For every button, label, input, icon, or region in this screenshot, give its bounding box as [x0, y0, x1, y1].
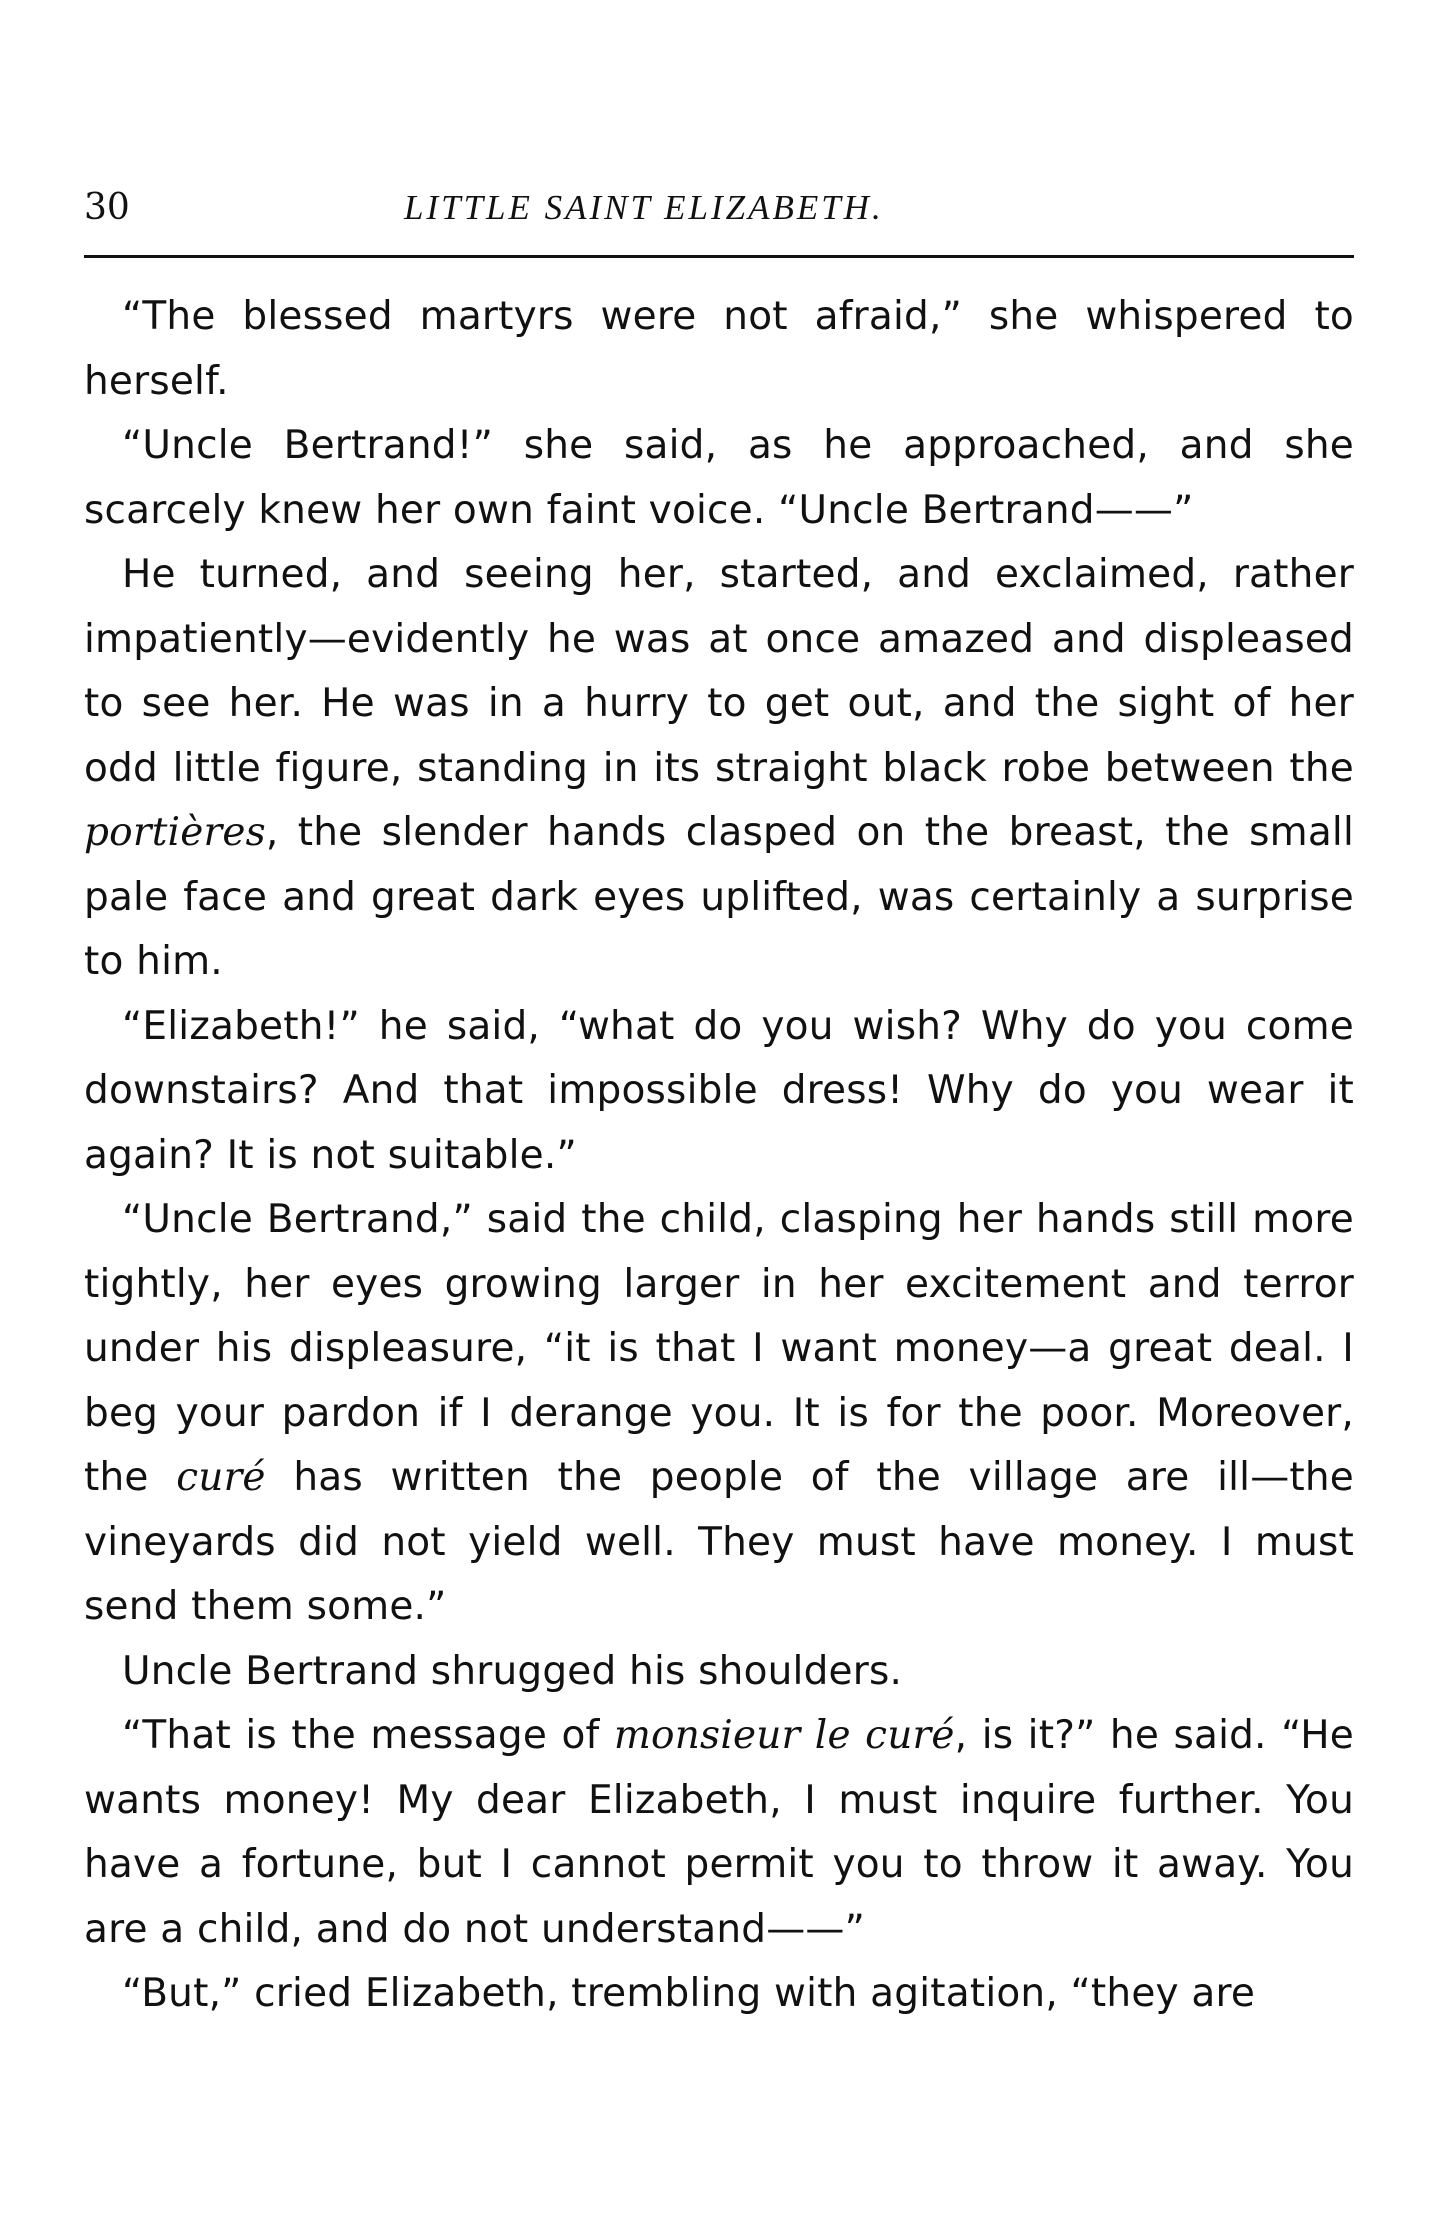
book-page: [84, 0, 1354, 2229]
paragraph-3-part-b: , the slender hands clasped on the breast, the small pale face and great dark eyes uplifted, was certainly a surprise to him.: [84, 810, 1354, 984]
paragraph-5: [84, 1188, 1354, 1640]
italic-monsieur-le-cure: monsieur le curé: [613, 1713, 955, 1758]
paragraph-3-part-a: He turned, and seeing her, started, and exclaimed, rather impatiently—evidently he was at once amazed and displeased to see her. He was in a hurry to get out, and the sight of her odd little figure, standing in its straight black robe between the: [84, 552, 1354, 791]
running-head: [84, 183, 1354, 233]
paragraph-7-part-a: “That is the message of: [122, 1713, 614, 1758]
paragraph-8: “But,” cried Elizabeth, trembling with agitation, “they are: [122, 1971, 1256, 2016]
paragraph-2: “Uncle Bertrand!” she said, as he approached, and she scarcely knew her own faint voice. “Uncle Bertrand——”: [84, 423, 1354, 533]
paragraph-6: Uncle Bertrand shrugged his shoulders.: [122, 1648, 903, 1694]
paragraph-1: “The blessed martyrs were not afraid,” she whispered to herself.: [84, 294, 1354, 404]
italic-portieres: portières: [84, 810, 266, 855]
paragraph-4: “Elizabeth!” he said, “what do you wish? Why do you come downstairs? And that impossible dress! Why do you wear it again? It is not suitable.”: [84, 1003, 1354, 1178]
running-title: LITTLE SAINT ELIZABETH.: [404, 188, 884, 227]
paragraph-3: [84, 543, 1354, 995]
paragraph-5-part-a: “Uncle Bertrand,” said the child, clasping her hands still more tightly, her eyes growing larger in her excitement and terror under his displeasure, “it is that I want money—a great deal. I beg your pardon if I derange you. It is for the poor. Moreover, the: [84, 1197, 1354, 1500]
paragraph-7-part-b: , is it?” he said. “He wants money! My dear Elizabeth, I must inquire further. You have a fortune, but I cannot permit you to throw it away. You are a child, and do not understand——”: [84, 1713, 1355, 1952]
italic-cure: curé: [176, 1455, 266, 1500]
paragraph-5-part-b: has written the people of the village are ill—the vineyards did not yield well. They must have money. I must send them some.”: [84, 1455, 1354, 1629]
body-text: [84, 285, 1354, 2027]
header-rule: [84, 255, 1354, 258]
page-number: 30: [84, 187, 130, 228]
paragraph-7: [84, 1704, 1354, 1962]
